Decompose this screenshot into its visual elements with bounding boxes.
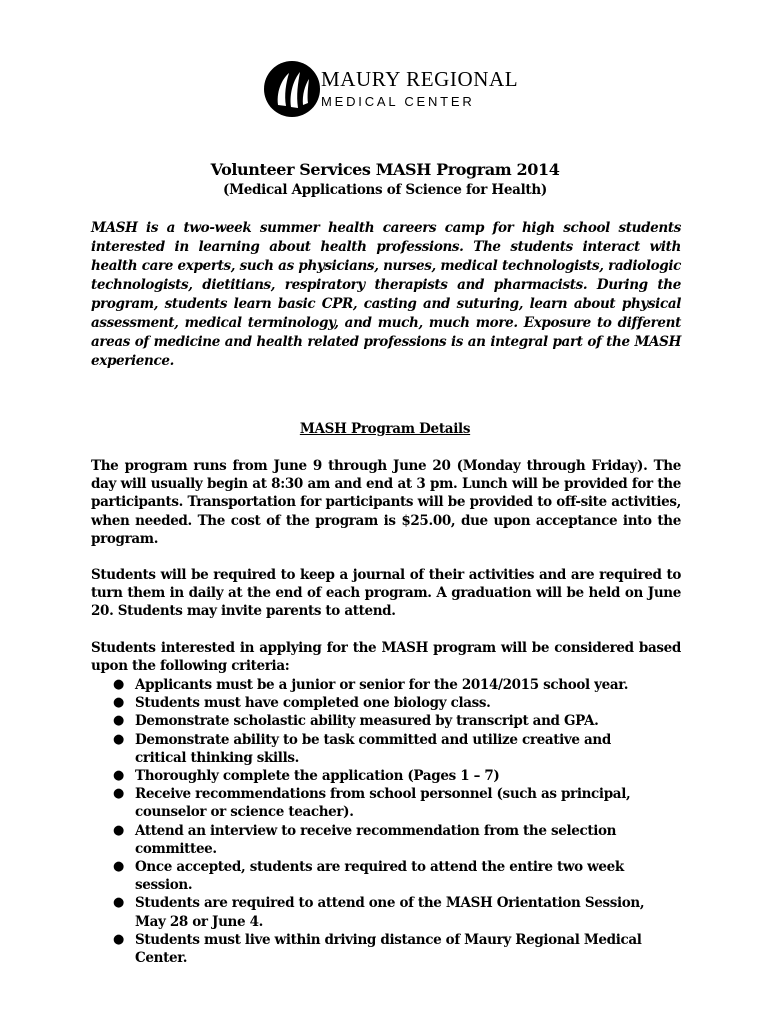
list-item — [91, 676, 681, 694]
list-item — [91, 767, 681, 785]
criteria-text: Once accepted, students are required to attend the entire two week session. — [135, 859, 624, 894]
maury-regional-logo — [262, 59, 522, 121]
logo-subtitle: MEDICAL CENTER — [321, 94, 475, 109]
document-title: Volunteer Services MASH Program 2014 — [210, 160, 560, 179]
list-item — [91, 894, 681, 930]
criteria-list — [91, 676, 681, 967]
bullet-icon: ● — [113, 786, 124, 802]
bullet-icon: ● — [113, 895, 124, 911]
criteria-intro-paragraph: Students interested in applying for the MASH program will be considered based upon the following criteria: — [91, 640, 681, 675]
maury-regional-emblem-icon — [262, 59, 322, 119]
list-item — [91, 712, 681, 730]
list-item — [91, 858, 681, 894]
program-schedule-paragraph: The program runs from June 9 through June 20 (Monday through Friday). The day will usually begin at 8:30 am and end at 3 pm. Lunch will be provided for the participants. Transportation for participants will be provided to off-site activities, when needed. The cost of the program is $25.00, due upon acceptance into the program. — [91, 458, 681, 547]
logo-title: MAURY REGIONAL — [321, 67, 519, 91]
criteria-text: Demonstrate scholastic ability measured by transcript and GPA. — [135, 713, 599, 730]
bullet-icon: ● — [113, 768, 124, 784]
list-item — [91, 785, 681, 821]
document-subtitle: (Medical Applications of Science for Health) — [223, 182, 547, 198]
criteria-text: Students are required to attend one of the MASH Orientation Session, May 28 or June 4. — [135, 895, 645, 930]
bullet-icon: ● — [113, 695, 124, 711]
bullet-icon: ● — [113, 713, 124, 729]
list-item — [91, 731, 681, 767]
bullet-icon: ● — [113, 731, 124, 747]
criteria-text: Applicants must be a junior or senior for the 2014/2015 school year. — [135, 677, 629, 693]
criteria-text: Students must have completed one biology class. — [135, 695, 491, 712]
criteria-text: Thoroughly complete the application (Pages 1 – 7) — [135, 768, 500, 785]
list-item — [91, 694, 681, 712]
bullet-icon: ● — [113, 859, 124, 875]
program-details-heading: MASH Program Details — [299, 421, 471, 437]
list-item — [91, 931, 681, 967]
bullet-icon: ● — [113, 822, 124, 838]
intro-paragraph: MASH is a two-week summer health careers camp for high school students interested in learning about health professions. The students interact with health care experts, such as physicians, nurses, medical technologists, radiologic technologists, dietitians, respiratory therapists and pharmacists. During the program, students learn basic CPR, casting and suturing, learn about physical assessment, medical terminology, and much, much more. Exposure to different areas of medicine and health related professions is an integral part of the MASH experience. — [91, 220, 681, 369]
list-item — [91, 822, 681, 858]
bullet-icon: ● — [113, 931, 124, 947]
journal-paragraph: Students will be required to keep a journal of their activities and are required to turn them in daily at the end of each program. A graduation will be held on June 20. Students may invite parents to attend. — [91, 567, 681, 620]
criteria-text: Receive recommendations from school personnel (such as principal, counselor or science teacher). — [135, 786, 631, 821]
criteria-text: Attend an interview to receive recommendation from the selection committee. — [135, 822, 617, 857]
criteria-text: Demonstrate ability to be task committed and utilize creative and critical thinking skills. — [135, 731, 611, 766]
bullet-icon: ● — [113, 677, 124, 692]
criteria-text: Students must live within driving distance of Maury Regional Medical Center. — [135, 931, 642, 967]
